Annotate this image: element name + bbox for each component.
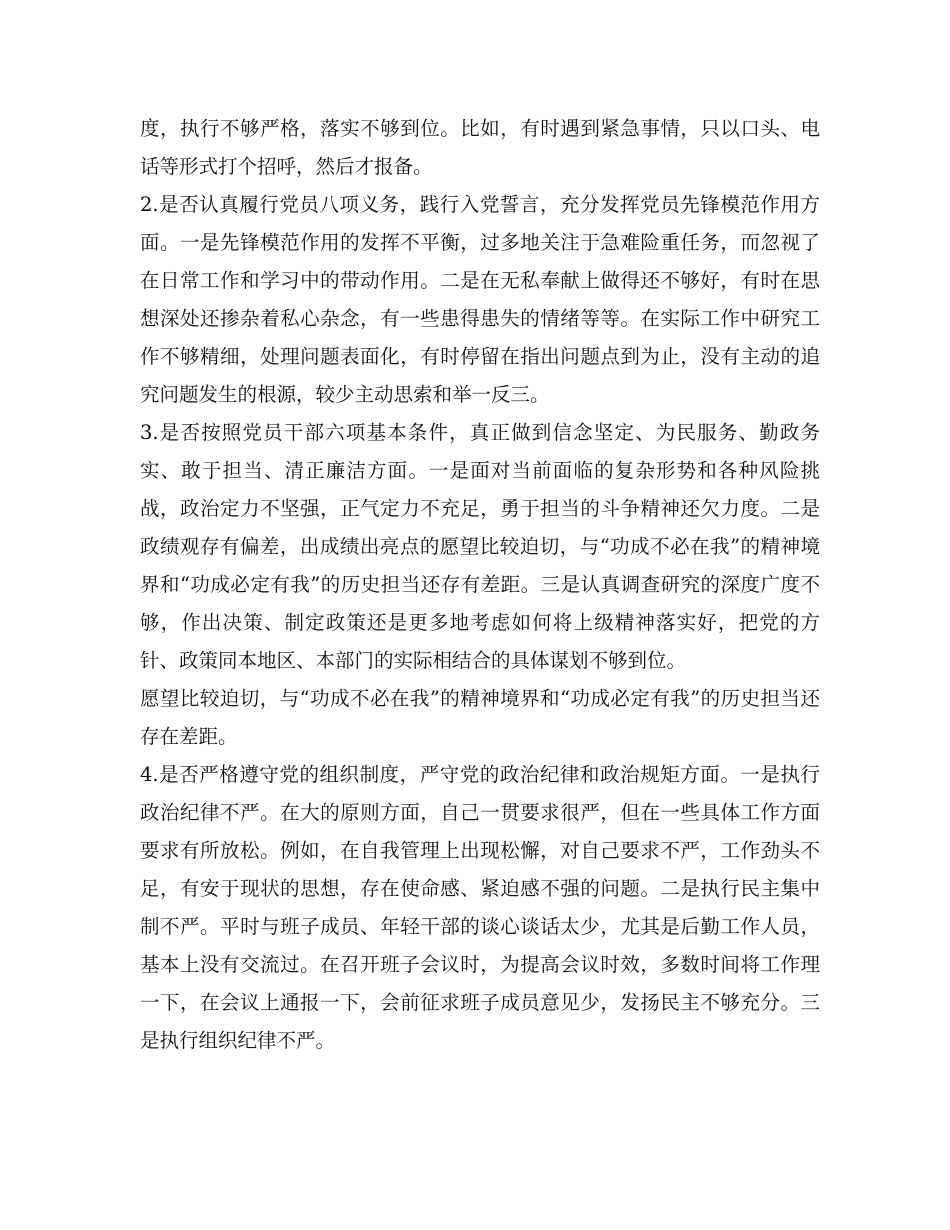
paragraph-item-4: 4.是否严格遵守党的组织制度，严守党的政治纪律和政治规矩方面。一是执行政治纪律不严。在大的原则方面，自己一贯要求很严，但在一些具体工作方面要求有所放松。例如，在自我管理上出现松懈，对自己要求不严，工作劲头不足，有安于现状的思想，存在使命感、紧迫感不强的问题。二是执行民主集中制不严。平时与班子成员、年轻干部的谈心谈话太少，尤其是后勤工作人员，基本上没有交流过。在召开班子会议时，为提高会议时效，多数时间将工作理一下，在会议上通报一下，会前征求班子成员意见少，发扬民主不够充分。三是执行组织纪律不严。 xyxy=(140,763,820,1052)
document-body xyxy=(140,110,820,1060)
paragraph-item-3: 3.是否按照党员干部六项基本条件，真正做到信念坚定、为民服务、勤政务实、敢于担当、清正廉洁方面。一是面对当前面临的复杂形势和各种风险挑战，政治定力不坚强，正气定力不充足，勇于担当的斗争精神还欠力度。二是政绩观存有偏差，出成绩出亮点的愿望比较迫切，与“功成不必在我”的精神境界和“功成必定有我”的历史担当还存有差距。三是认真调查研究的深度广度不够，作出决策、制定政策还是更多地考虑如何将上级精神落实好，把党的方针、政策同本地区、本部门的实际相结合的具体谋划不够到位。 xyxy=(140,421,820,672)
paragraph-note: 愿望比较迫切，与“功成不必在我”的精神境界和“功成必定有我”的历史担当还存在差距。 xyxy=(140,687,820,748)
paragraph-continuation: 度，执行不够严格，落实不够到位。比如，有时遇到紧急事情，只以口头、电话等形式打个招呼，然后才报备。 xyxy=(140,117,820,178)
paragraph-item-2: 2.是否认真履行党员八项义务，践行入党誓言，充分发挥党员先锋模范作用方面。一是先锋模范作用的发挥不平衡，过多地关注于急难险重任务，而忽视了在日常工作和学习中的带动作用。二是在无私奉献上做得还不够好，有时在思想深处还掺杂着私心杂念，有一些患得患失的情绪等等。在实际工作中研究工作不够精细，处理问题表面化，有时停留在指出问题点到为止，没有主动的追究问题发生的根源，较少主动思索和举一反三。 xyxy=(140,193,820,406)
